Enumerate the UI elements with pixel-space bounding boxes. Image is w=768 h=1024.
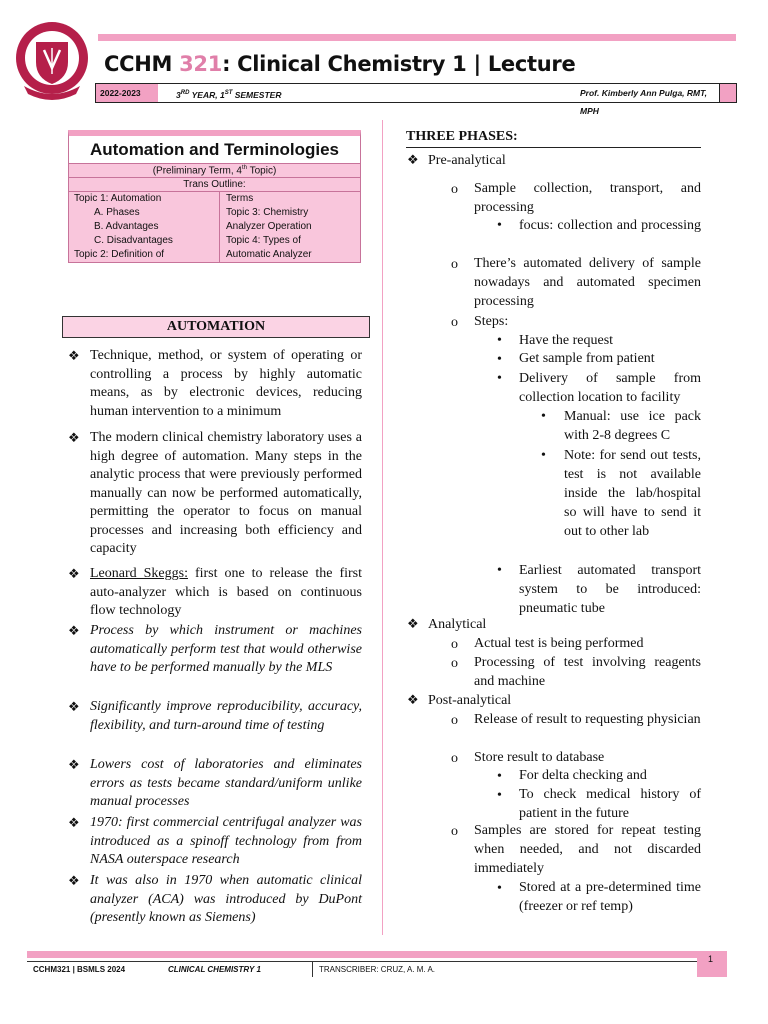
dot-bullet-icon: • [541,448,546,463]
automation-point-5: Significantly improve reproducibility, accuracy, flexibility, and turn-around time of testing [90,699,362,733]
post-point-samples: Samples are stored for repeat testing when needed, and not discarded immediately [474,823,701,876]
phase-analytical: Analytical [428,617,487,632]
school-year: 2022-2023 [96,84,158,102]
footer-course-name: CLINICAL CHEMISTRY 1 [168,965,261,974]
course-number: 321 [179,52,223,76]
post-store-history: To check medical history of patient in the future [519,787,701,821]
automation-point-7: 1970: first commercial centrifugal analyzer was introduced as a spinoff technology from from NASA outerspace research [90,815,362,867]
outline-col-2: Terms Topic 3: Chemistry Analyzer Operation Topic 4: Types of Automatic Analyzer [226,193,312,261]
step-sample: Get sample from patient [519,351,655,366]
phase-post-analytical: Post-analytical [428,693,512,708]
circle-bullet-icon: o [451,257,458,272]
automation-point-1: Technique, method, or system of operating or controlling a process by highly automatic means, as by electronic devices, reducing human intervention to a minimum [90,348,362,419]
diamond-bullet-icon: ❖ [68,699,80,714]
automation-point-8: It was also in 1970 when automatic clinical analyzer (ACA) was introduced by DuPont (presently known as Siemens) [90,873,362,925]
topic-box [68,130,361,263]
footer-bar [27,951,727,958]
professor-name: Prof. Kimberly Ann Pulga, RMT, MPH [580,88,708,116]
column-divider [382,120,383,935]
dot-bullet-icon: • [497,352,502,367]
automation-point-4: Process by which instrument or machines automatically perform test that would otherwise have to be performed manually by the MLS [90,623,362,675]
diamond-bullet-icon: ❖ [68,623,80,638]
topic-subtitle: (Preliminary Term, 4th Topic) [68,164,361,178]
outline-col-1: Topic 1: Automation A. Phases B. Advantages C. Disadvantages Topic 2: Definition of [69,192,220,262]
post-store-delta: For delta checking and [519,768,647,783]
automation-point-2: The modern clinical chemistry laboratory uses a high degree of automation. Many steps in the analytic process that were previously performed manually can now be performed automatically, permitting the operator to focus on manual processes and increasing both efficiency and capacity [90,430,362,556]
pre-point-collection: Sample collection, transport, and processing [474,181,701,215]
header-top-bar [98,34,736,41]
dot-bullet-icon: • [497,333,502,348]
circle-bullet-icon: o [451,751,458,766]
document-title: CCHM 321: Clinical Chemistry 1 | Lecture [104,52,576,76]
outline-table [68,192,361,263]
trans-outline-label: Trans Outline: [68,178,361,192]
post-point-store: Store result to database [474,750,605,765]
topic-title: Automation and Terminologies [68,130,361,164]
circle-bullet-icon: o [451,637,458,652]
diamond-bullet-icon: ❖ [68,757,80,772]
automation-point-6: Lowers cost of laboratories and eliminates errors as tests became standard/uniform unlike manual processes [90,757,362,809]
header-info-bar-end [719,84,736,102]
circle-bullet-icon: o [451,182,458,197]
three-phases-heading: THREE PHASES: [406,129,701,148]
circle-bullet-icon: o [451,656,458,671]
pre-point-automated: There’s automated delivery of sample nowadays and automated specimen processing [474,256,701,309]
step-delivery-manual: Manual: use ice pack with 2-8 degrees C [564,409,701,443]
diamond-bullet-icon: ❖ [68,430,80,445]
circle-bullet-icon: o [451,824,458,839]
year-semester: 3RD YEAR, 1ST SEMESTER [176,89,282,100]
dot-bullet-icon: • [541,409,546,424]
footer-row [27,961,697,977]
circle-bullet-icon: o [451,315,458,330]
step-pneumatic-tube: Earliest automated transport system to be introduced: pneumatic tube [519,563,701,616]
dot-bullet-icon: • [497,769,502,784]
post-point-release: Release of result to requesting physician [474,712,701,727]
diamond-bullet-icon: ❖ [407,616,419,631]
analytical-point-2: Processing of test involving reagents and machine [474,655,701,689]
automation-point-3: Leonard Skeggs: first one to release the first auto-analyzer which is based on continuous flow technology [90,566,363,618]
phase-pre-analytical: Pre-analytical [428,153,506,168]
circle-bullet-icon: o [451,713,458,728]
dot-bullet-icon: • [497,371,502,386]
step-request: Have the request [519,333,614,348]
footer-course-code: CCHM321 | BSMLS 2024 [33,965,126,974]
step-delivery-note: Note: for send out tests, test is not available inside the lab/hospital so will have to send it out to other lab [564,448,701,539]
diamond-bullet-icon: ❖ [407,152,419,167]
diamond-bullet-icon: ❖ [68,873,80,888]
dot-bullet-icon: • [497,218,502,233]
post-samples-stored: Stored at a pre-determined time (freezer or ref temp) [519,880,701,914]
school-seal-logo [14,18,90,104]
page-number-box [697,951,727,977]
dot-bullet-icon: • [497,788,502,803]
page-number: 1 [707,954,713,964]
diamond-bullet-icon: ❖ [68,566,80,581]
header-info-bar [95,83,737,116]
step-delivery: Delivery of sample from collection location to facility [519,371,701,405]
dot-bullet-icon: • [497,563,502,578]
diamond-bullet-icon: ❖ [68,348,80,363]
analytical-point-1: Actual test is being performed [474,636,644,651]
pre-point-focus: focus: collection and processing [519,218,701,233]
automation-heading: AUTOMATION [62,316,370,338]
diamond-bullet-icon: ❖ [68,815,80,830]
footer-transcriber: TRANSCRIBER: CRUZ, A. M. A. [319,965,436,974]
diamond-bullet-icon: ❖ [407,692,419,707]
pre-point-steps: Steps: [474,314,509,329]
dot-bullet-icon: • [497,881,502,896]
